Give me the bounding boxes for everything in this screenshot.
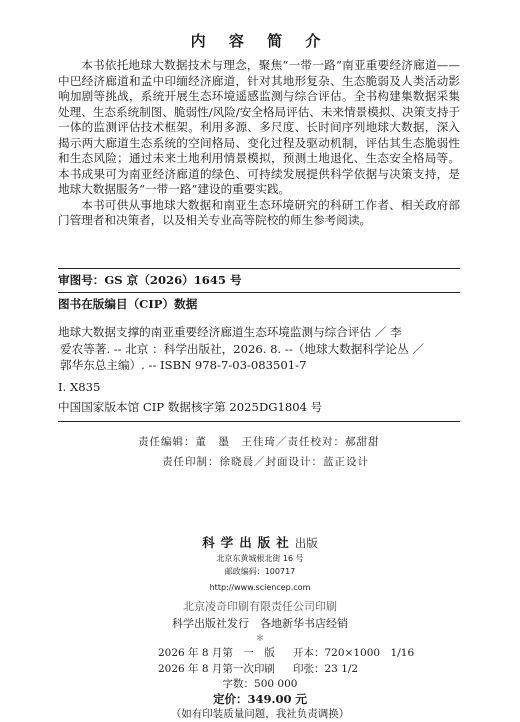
divider-credits	[58, 421, 460, 422]
cip-classification: Ⅰ. X835	[58, 380, 101, 394]
abstract-section	[58, 58, 460, 229]
credits-editors: 责任编辑：董 墨 王佳琦／责任校对：郝甜甜	[138, 436, 380, 448]
printing: 2026 年 8 月第一次印刷	[158, 663, 275, 675]
separator-star: ＊	[255, 634, 265, 644]
abstract-paragraph-2: 本书可供从事地球大数据和南亚生态环境研究的科研工作者、相关政府部门管理者和决策者，以及相关专业高等院校的师生参考阅读。	[58, 197, 460, 227]
credits-production: 责任印制：徐晓晨／封面设计：蓝正设计	[162, 456, 369, 468]
quality-note: （如有印装质量问题，我社负责调换）	[170, 708, 350, 720]
book-format: 开本：720×1000 1/16	[293, 647, 415, 659]
cip-line-3: 郭华东总主编）. -- ISBN 978-7-03-083501-7	[60, 358, 307, 372]
edition: 2026 年 8 月第 一 版	[158, 647, 275, 659]
page-title: 内 容 简 介	[190, 32, 330, 50]
abstract-paragraph-1: 本书依托地球大数据技术与理念，聚焦“一带一路”南亚重要经济廊道——中巴经济廊道和孟中印缅经济廊道，针对其地形复杂、生态脆弱及人类活动影响加剧等挑战，系统开展生态环境遥感监测与综合评估。全书构建集数据采集处理、生态系统制图、脆弱性/风险/安全格局评估、未来情景模拟、决策支持于一体的监测评估技术框架。利用多源、多尺度、长时间序列地球大数据，深入揭示两大廊道生态系统的空间格局、变化过程及驱动机制，评估其生态脆弱性和生态风险；通过未来土地利用情景模拟，预测土地退化、生态安全格局等。本书成果可为南亚经济廊道的绿色、可持续发展提供科学依据与决策支持，是地球大数据服务“一带一路”建设的重要实践。	[58, 58, 461, 196]
printer: 北京凌奇印刷有限责任公司印刷	[183, 600, 337, 613]
publisher-website: http://www.sciencep.com	[209, 583, 311, 592]
map-review-number: 审图号：GS 京（2026）1645 号	[58, 273, 242, 287]
price: 定价：349.00 元	[212, 692, 307, 706]
cip-heading: 图书在版编目（CIP）数据	[58, 297, 198, 311]
cip-library-number: 中国国家版本馆 CIP 数据核字第 2025DG1804 号	[58, 400, 323, 414]
word-count: 字数：500 000	[222, 678, 298, 690]
publisher-suffix: 出版	[294, 536, 318, 550]
publisher-name-line	[0, 532, 520, 551]
publisher-name: 科学出版社	[202, 535, 295, 550]
distribution: 科学出版社发行 各地新华书店经销	[172, 617, 348, 630]
cip-record	[58, 324, 460, 374]
cip-line-1: 地球大数据支撑的南亚重要经济廊道生态环境监测与综合评估 ／ 李	[58, 325, 402, 339]
printed-sheets: 印张：23 1/2	[293, 663, 359, 675]
publisher-address: 北京东黄城根北街 16 号	[216, 554, 304, 563]
divider-cip	[58, 292, 460, 293]
cip-line-2: 爱农等著. -- 北京 ：科学出版社，2026. 8. --（地球大数据科学论丛 ／	[60, 341, 424, 356]
publisher-postcode: 邮政编码：100717	[224, 567, 296, 576]
divider-top	[58, 268, 460, 269]
